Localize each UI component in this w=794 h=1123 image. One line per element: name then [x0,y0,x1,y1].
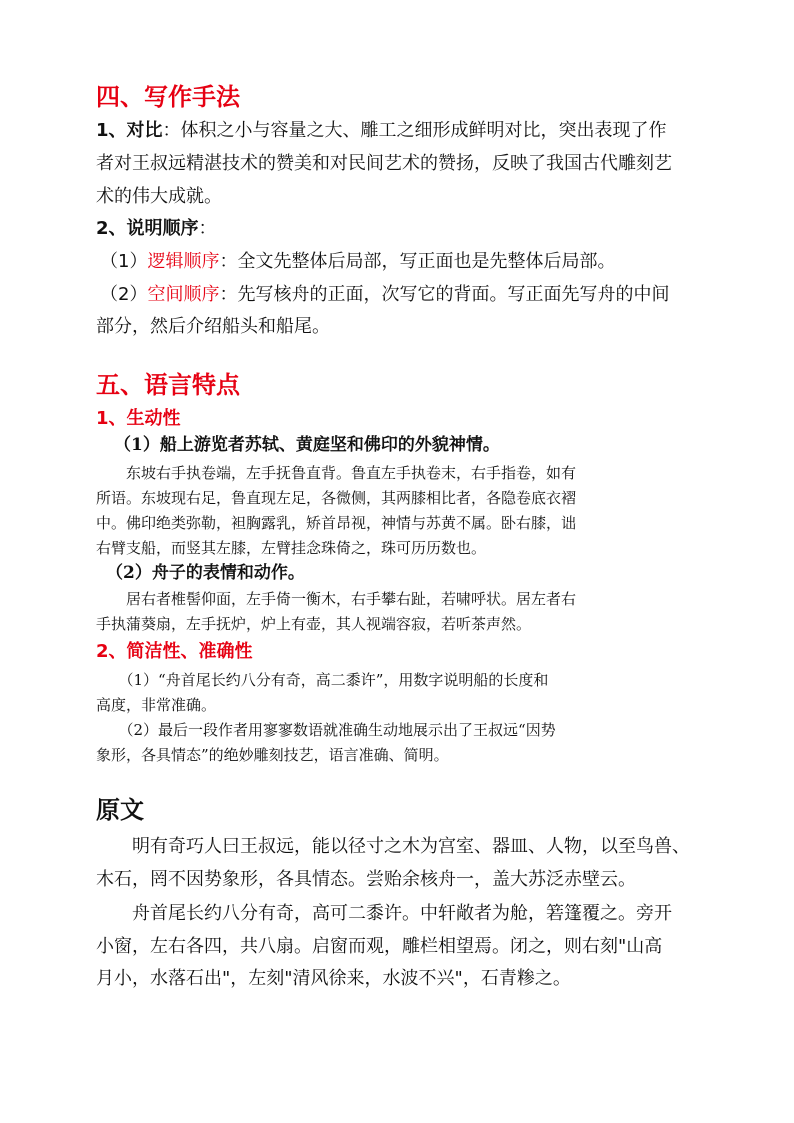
travelers-line4: 右臂支船，而竖其左膝，左臂挂念珠倚之，珠可历历数也。 [96,539,487,557]
original-line4: 小窗，左右各四，共八扇。启窗而观，雕栏相望焉。闭之，则右刻"山高 [96,936,663,957]
section-title-original-text: 原文 [96,796,144,824]
explanation-order-colon: ： [198,218,217,239]
conciseness-line3: （2）最后一段作者用寥寥数语就准确生动地展示出了王叔远“因势 [96,721,556,739]
logical-order-text: ：全文先整体后局部，写正面也是先整体后局部。 [219,251,616,272]
contrast-text-line3: 术的伟大成就。 [96,186,222,207]
contrast-paragraph-line1 [96,114,706,147]
travelers-line3: 中。佛印绝类弥勒，袒胸露乳，矫首昂视，神情与苏黄不属。卧右膝，诎 [96,514,577,532]
logical-order-line [100,245,710,278]
boatmen-line1: 居右者椎髻仰面，左手倚一衡木，右手攀右趾，若啸呼状。居左者右 [96,590,577,608]
contrast-label: 1、对比 [96,120,163,141]
vividness-heading: 1、生动性 [96,408,181,429]
original-line1: 明有奇巧人曰王叔远，能以径寸之木为宫室、器皿、人物，以至鸟兽、 [96,836,690,857]
explanation-order-label: 2、说明顺序 [96,218,199,239]
section-title-language-features: 五、语言特点 [96,371,240,399]
conciseness-line4: 象形，各具情态”的绝妙雕刻技艺，语言准确、简明。 [96,746,449,764]
explanation-order-heading [96,212,706,245]
contrast-text-line1: ：体积之小与容量之大、雕工之细形成鲜明对比，突出表现了作 [162,120,667,141]
boatmen-heading: （2）舟子的表情和动作。 [106,563,305,583]
section-title-writing-techniques: 四、写作手法 [96,83,240,111]
spatial-order-line1 [100,278,710,311]
logical-order-label: 逻辑顺序 [147,251,220,272]
conciseness-heading: 2、简洁性、准确性 [96,641,253,662]
travelers-appearance-heading: （1）船上游览者苏轼、黄庭坚和佛印的外貌神情。 [114,435,500,455]
original-line2: 木石，罔不因势象形，各具情态。尝贻余核舟一，盖大苏泛赤壁云。 [96,869,636,890]
original-line5: 月小，水落石出"，左刻"清风徐来，水波不兴"，石青糁之。 [96,968,571,989]
logical-order-num: （1） [100,251,148,272]
original-line3: 舟首尾长约八分有奇，高可二黍许。中轩敞者为舱，箬篷覆之。旁开 [96,903,672,924]
contrast-text-line2: 者对王叔远精湛技术的赞美和对民间艺术的赞扬，反映了我国古代雕刻艺 [96,153,672,174]
conciseness-line1: （1）“舟首尾长约八分有奇，高二黍许”，用数字说明船的长度和 [96,671,549,689]
travelers-line1: 东坡右手执卷端，左手抚鲁直背。鲁直左手执卷末，右手指卷，如有 [96,464,577,482]
boatmen-line2: 手执蒲葵扇，左手抚炉，炉上有壶，其人视端容寂，若听茶声然。 [96,615,532,633]
spatial-order-text-line2: 部分，然后介绍船头和船尾。 [96,316,330,337]
conciseness-line2: 高度，非常准确。 [96,696,217,714]
spatial-order-num: （2） [100,284,148,305]
spatial-order-label: 空间顺序 [147,284,220,305]
travelers-line2: 所语。东坡现右足，鲁直现左足，各微侧，其两膝相比者，各隐卷底衣褶 [96,489,577,507]
spatial-order-text-line1: ：先写核舟的正面，次写它的背面。写正面先写舟的中间 [219,284,670,305]
